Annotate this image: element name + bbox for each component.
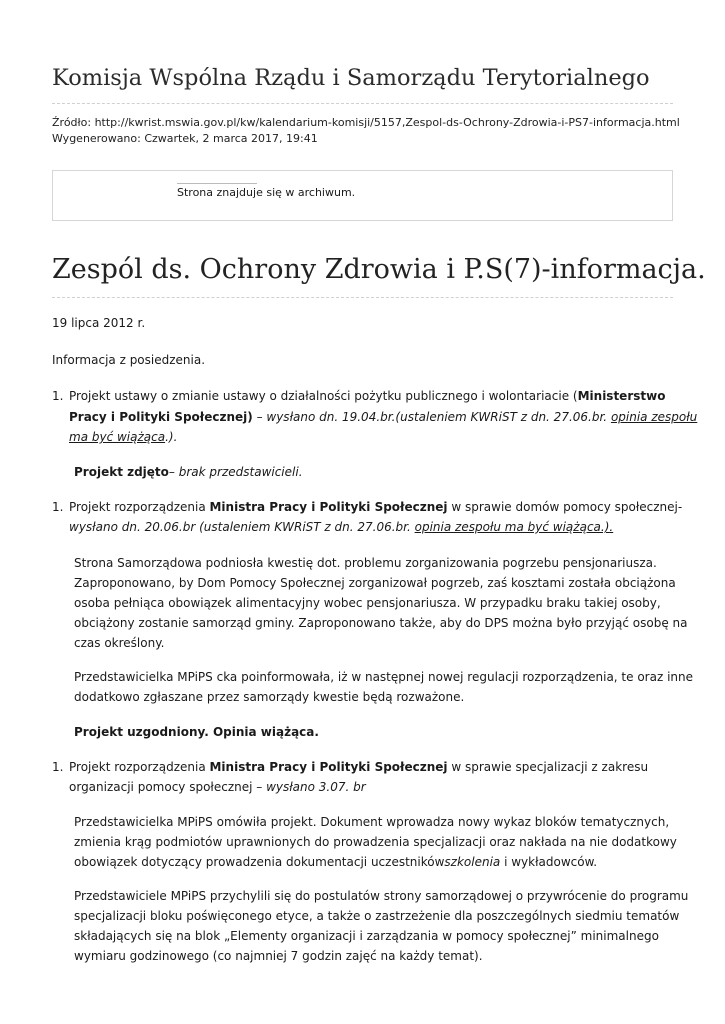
paragraph-line: Strona Samorządowa podniosła kwestię dot. problemu zorganizowania pogrzebu pensjonariusza. bbox=[74, 556, 657, 570]
paragraph-line: zmienia krąg podmiotów uprawnionych do prowadzenia specjalizacji oraz nakłada na nie dodatkowy bbox=[74, 835, 677, 849]
item-result: Projekt uzgodniony. Opinia wiążąca. bbox=[74, 725, 319, 739]
item-line: ma być wiążąca.). bbox=[69, 430, 178, 444]
paragraph-line: wymiaru godzinowego (co najmniej 7 godzin zajęć na każdy temat). bbox=[74, 949, 483, 963]
opinion-link: opinia zespołu bbox=[610, 410, 698, 424]
archive-notice-box bbox=[52, 170, 673, 221]
paragraph-line: obowiązek dotyczący prowadzenia dokumentacji uczestnikówszkolenia i wykładowców. bbox=[74, 855, 598, 869]
paragraph-line: obciążony zostanie samorząd gminy. Zaproponowano także, aby do DPS można było przyjąć osobę na bbox=[74, 616, 688, 630]
article-title: Zespól ds. Ochrony Zdrowia i P.S(7)-informacja. bbox=[52, 254, 706, 285]
site-title: Komisja Wspólna Rządu i Samorządu Terytorialnego bbox=[52, 65, 650, 91]
paragraph-line: Przedstawicielka MPiPS cka poinformowała, iż w następnej nowej regulacji rozporządzenia, te oraz inne bbox=[74, 670, 693, 684]
item-line: organizacji pomocy społecznej – wysłano 3.07. br bbox=[69, 780, 366, 794]
item-number: 1. bbox=[52, 760, 64, 774]
paragraph-line: Przedstawicielka MPiPS omówiła projekt. Dokument wprowadza nowy wykaz bloków tematycznych, bbox=[74, 815, 670, 829]
item-number: 1. bbox=[52, 500, 64, 514]
source-info bbox=[52, 115, 680, 146]
item-line: Pracy i Polityki Społecznej) – wysłano dn. 19.04.br.(ustaleniem KWRiST z dn. 27.06.br. opinia zespołu bbox=[69, 410, 698, 424]
item-line: Projekt ustawy o zmianie ustawy o działalności pożytku publicznego i wolontariacie (Ministerstwo bbox=[69, 389, 666, 403]
paragraph-line: specjalizacji bloku poświęconego etyce, a także o zastrzeżenie dla poszczególnych siedmiu tematów bbox=[74, 909, 680, 923]
paragraph-line: dodatkowo zgłaszane przez samorządy kwestie będą rozważone. bbox=[74, 690, 465, 704]
generated-date: Wygenerowano: Czwartek, 2 marca 2017, 19:41 bbox=[52, 131, 318, 145]
paragraph-line: Przedstawiciele MPiPS przychylili się do postulatów strony samorządowej o przywrócenie do programu bbox=[74, 889, 689, 903]
paragraph-line: Zaproponowano, by Dom Pomocy Społecznej zorganizował pogrzeb, zaś kosztami została obciążona bbox=[74, 576, 676, 590]
item-line: Projekt rozporządzenia Ministra Pracy i Polityki Społecznej w sprawie domów pomocy społecznej- bbox=[69, 500, 683, 514]
item-line: wysłano dn. 20.06.br (ustaleniem KWRiST z dn. 27.06.br. opinia zespołu ma być wiążąca.). bbox=[69, 520, 614, 534]
source-url: Źródło: http://kwrist.mswia.gov.pl/kw/kalendarium-komisji/5157,Zespol-ds-Ochrony-Zdrowia-i-PS7-informacja.html bbox=[52, 116, 680, 129]
paragraph-line: składających się na blok „Elementy organizacji i zarządzania w pomocy społecznej” minimalnego bbox=[74, 929, 659, 943]
article-intro: Informacja z posiedzenia. bbox=[52, 353, 206, 367]
paragraph-line: czas określony. bbox=[74, 636, 165, 650]
article-date: 19 lipca 2012 r. bbox=[52, 316, 146, 330]
item-result: Projekt zdjęto– brak przedstawicieli. bbox=[74, 465, 303, 479]
title-divider bbox=[52, 297, 673, 298]
paragraph-line: osoba pełniąca obowiązek alimentacyjny wobec pensjonariusza. W przypadku braku takiej osoby, bbox=[74, 596, 661, 610]
header-divider bbox=[52, 103, 673, 104]
item-number: 1. bbox=[52, 389, 64, 403]
item-line: Projekt rozporządzenia Ministra Pracy i Polityki Społecznej w sprawie specjalizacji z zakresu bbox=[69, 760, 649, 774]
archive-rule bbox=[177, 183, 257, 184]
archive-notice: Strona znajduje się w archiwum. bbox=[177, 186, 356, 199]
